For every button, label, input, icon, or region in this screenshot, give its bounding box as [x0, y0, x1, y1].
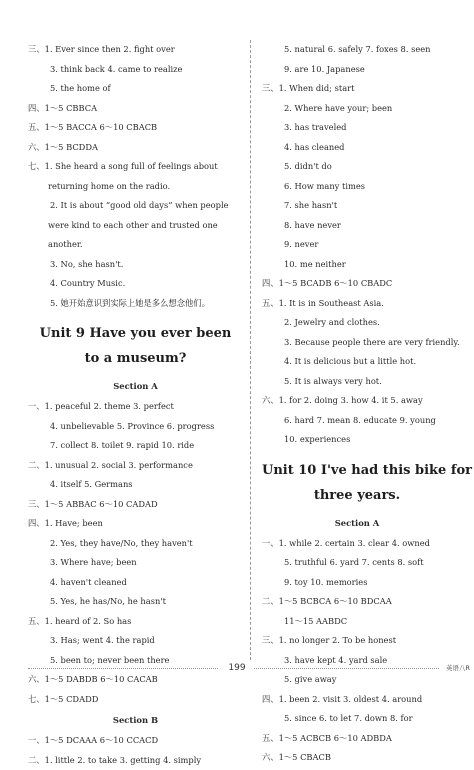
- answer-line: 5. since 6. to let 7. down 8. for: [262, 709, 452, 729]
- answer-line: 7. collect 8. toilet 9. rapid 10. ride: [28, 436, 243, 456]
- answer-line: returning home on the radio.: [28, 177, 243, 197]
- answer-line: 6. hard 7. mean 8. educate 9. young: [262, 411, 452, 431]
- answer-line: 一、1. while 2. certain 3. clear 4. owned: [262, 534, 452, 554]
- answer-line: 三、1. When did; start: [262, 79, 452, 99]
- answer-line: 5. 她开始意识到实际上她是多么想念他们。: [28, 294, 243, 314]
- answer-line: 3. No, she hasn't.: [28, 255, 243, 275]
- answer-line: 3. Where have; been: [28, 553, 243, 573]
- answer-line: 六、1～5 CBACB: [262, 748, 452, 768]
- answer-line: 2. Yes, they have/No, they haven't: [28, 534, 243, 554]
- answer-line: 5. Yes, he has/No, he hasn't: [28, 592, 243, 612]
- page-footer: [0, 658, 474, 678]
- answer-line: 五、1. It is in Southeast Asia.: [262, 294, 452, 314]
- answer-line: 5. the home of: [28, 79, 243, 99]
- section-heading: Section A: [262, 512, 452, 534]
- answer-line: 3. think back 4. came to realize: [28, 60, 243, 80]
- answer-line: 11～15 AABDC: [262, 612, 452, 632]
- answer-line: 6. How many times: [262, 177, 452, 197]
- answer-line: 4. itself 5. Germans: [28, 475, 243, 495]
- answer-line: 2. Jewelry and clothes.: [262, 313, 452, 333]
- answer-line: 10. experiences: [262, 430, 452, 450]
- unit-title: to a museum?: [28, 346, 243, 371]
- answer-line: 4. unbelievable 5. Province 6. progress: [28, 417, 243, 437]
- answer-line: 4. Country Music.: [28, 274, 243, 294]
- answer-line: 三、1. no longer 2. To be honest: [262, 631, 452, 651]
- unit-title: three years.: [262, 483, 452, 508]
- answer-line: 2. Where have your; been: [262, 99, 452, 119]
- answer-line: another.: [28, 235, 243, 255]
- answer-line: 六、1. for 2. doing 3. how 4. it 5. away: [262, 391, 452, 411]
- answer-line: 五、1～5 BACCA 6～10 CBACB: [28, 118, 243, 138]
- answer-line: 5. It is always very hot.: [262, 372, 452, 392]
- answer-line: 5. give away: [262, 670, 452, 690]
- answer-line: 二、1. unusual 2. social 3. performance: [28, 456, 243, 476]
- answer-line: were kind to each other and trusted one: [28, 216, 243, 236]
- answer-line: 3. have kept 4. yard sale: [262, 651, 452, 671]
- answer-line: 2. It is about “good old days” when people: [28, 196, 243, 216]
- answer-line: 三、1～5 ABBAC 6～10 CADAD: [28, 495, 243, 515]
- answer-line: 9. never: [262, 235, 452, 255]
- unit-title: Unit 10 I've had this bike for: [262, 458, 452, 483]
- answer-line: 三、1. Ever since then 2. fight over: [28, 40, 243, 60]
- answer-line: 4. haven't cleaned: [28, 573, 243, 593]
- answer-line: 七、1. She heard a song full of feelings about: [28, 157, 243, 177]
- section-heading: Section A: [28, 375, 243, 397]
- answer-line: 七、1～5 CDADD: [28, 690, 243, 710]
- answer-line: 4. It is delicious but a little hot.: [262, 352, 452, 372]
- answer-line: 7. she hasn't: [262, 196, 452, 216]
- answer-line: 4. has cleaned: [262, 138, 452, 158]
- answer-line: 二、1～5 BCBCA 6～10 BDCAA: [262, 592, 452, 612]
- page-number: 199: [0, 658, 474, 678]
- footer-tag: 英语八R: [446, 658, 470, 678]
- answer-line: 3. Has; went 4. the rapid: [28, 631, 243, 651]
- answer-line: 六、1～5 DABDB 6～10 CACAB: [28, 670, 243, 690]
- answer-line: 五、1. heard of 2. So has: [28, 612, 243, 632]
- answer-line: 四、1～5 CBBCA: [28, 99, 243, 119]
- answer-line: 5. didn't do: [262, 157, 452, 177]
- answer-line: 3. has traveled: [262, 118, 452, 138]
- answer-line: 8. have never: [262, 216, 452, 236]
- answer-line: 一、1～5 DCAAA 6～10 CCACD: [28, 731, 243, 751]
- answer-line: 5. truthful 6. yard 7. cents 8. soft: [262, 553, 452, 573]
- section-heading: Section B: [28, 709, 243, 731]
- column-divider: [250, 40, 251, 660]
- answer-line: 5. natural 6. safely 7. foxes 8. seen: [262, 40, 452, 60]
- answer-line: 五、1～5 ACBCB 6～10 ADBDA: [262, 729, 452, 749]
- answer-line: 二、1. little 2. to take 3. getting 4. simply: [28, 751, 243, 770]
- answer-line: 3. Because people there are very friendly.: [262, 333, 452, 353]
- answer-line: 一、1. peaceful 2. theme 3. perfect: [28, 397, 243, 417]
- unit-title: Unit 9 Have you ever been: [28, 321, 243, 346]
- answer-line: 四、1. been 2. visit 3. oldest 4. around: [262, 690, 452, 710]
- answer-line: 9. are 10. Japanese: [262, 60, 452, 80]
- answer-line: 六、1～5 BCDDA: [28, 138, 243, 158]
- answer-line: 9. toy 10. memories: [262, 573, 452, 593]
- answer-line: 10. me neither: [262, 255, 452, 275]
- answer-line: 四、1. Have; been: [28, 514, 243, 534]
- answer-line: 5. been to; never been there: [28, 651, 243, 671]
- answer-line: 四、1～5 BCADB 6～10 CBADC: [262, 274, 452, 294]
